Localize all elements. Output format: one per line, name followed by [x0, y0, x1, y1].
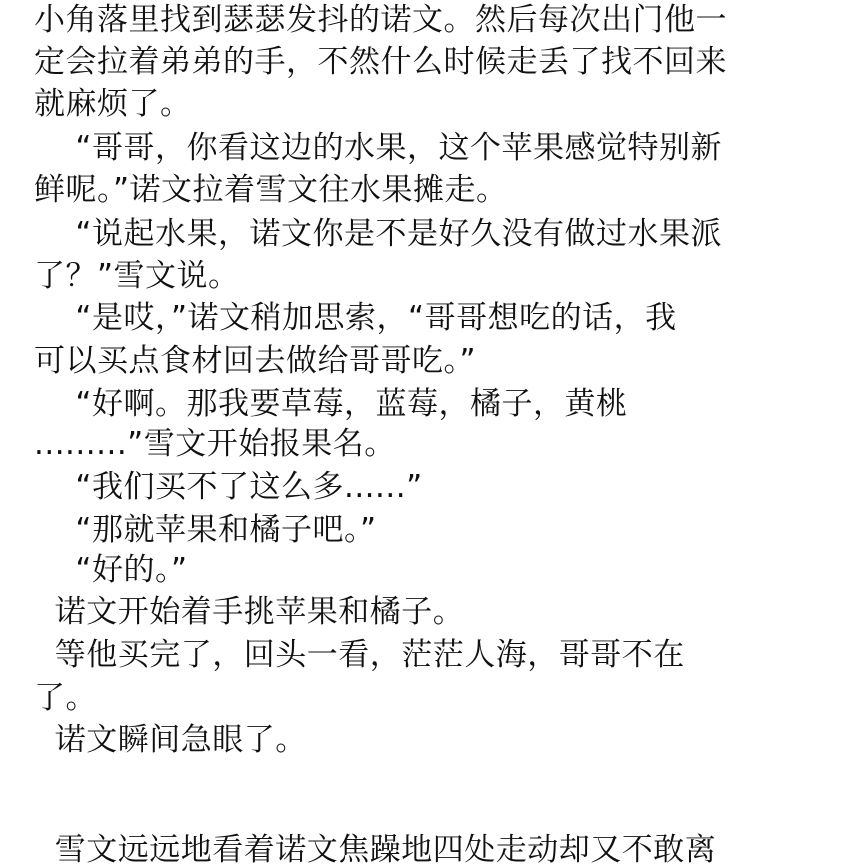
text-line: 了？”雪文说。 [34, 258, 240, 294]
text-line: “好啊。那我要草莓，蓝莓，橘子，黄桃 [34, 386, 628, 422]
text-line: “是哎，”诺文稍加思索，“哥哥想吃的话，我 [34, 300, 677, 336]
text-line: 诺文开始着手挑苹果和橘子。 [34, 594, 465, 630]
text-line: 雪文远远地看着诺文焦躁地四处走动却又不敢离 [34, 832, 717, 866]
text-line: 可以买点食材回去做给哥哥吃。” [34, 343, 477, 379]
text-line: “那就苹果和橘子吧。” [34, 512, 377, 548]
text-line: .........”雪文开始报果名。 [34, 426, 396, 462]
text-line: 定会拉着弟弟的手，不然什么时候走丢了找不回来 [34, 44, 727, 80]
text-line: 鲜呢。”诺文拉着雪文往水果摊走。 [34, 172, 508, 208]
text-line: “好的。” [34, 552, 188, 588]
text-line: 诺文瞬间急眼了。 [34, 722, 307, 758]
text-line: 小角落里找到瑟瑟发抖的诺文。然后每次出门他一 [34, 2, 727, 38]
text-line: 就麻烦了。 [34, 86, 192, 122]
text-line: “说起水果，诺文你是不是好久没有做过水果派 [34, 216, 722, 252]
text-line: “我们买不了这么多......” [34, 469, 423, 505]
text-line: 等他买完了，回头一看，茫茫人海，哥哥不在 [34, 637, 685, 673]
text-line: 了。 [34, 680, 97, 716]
text-line: “哥哥，你看这边的水果，这个苹果感觉特别新 [34, 130, 722, 166]
